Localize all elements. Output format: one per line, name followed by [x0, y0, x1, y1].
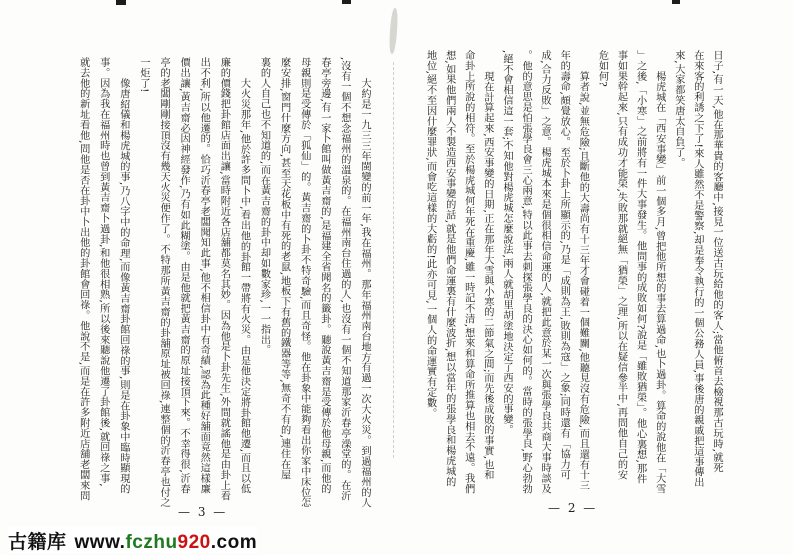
text-column: 現在計算起來,西安事變的日期,正在那年大雪與小寒的二節氣之間;而先後成敗的事實,也和: [481, 71, 493, 481]
text-column: 危如何?: [596, 50, 608, 87]
text-column: 裏的人自己也不知道的,而在黃吉齋的卦中却如數家珍,一一指出。: [258, 57, 270, 356]
text-column: 價出讓,黃吉齋必因神經發作,乃有如此糊塗。由是他就把黃吉齋的原址接頂下來。不幸得很,沂春: [178, 57, 190, 494]
text-column: 像唐紹儀和楊虎城的事,乃八字中的命理,而像黃吉齋卦館回祿的事,則是在卦象中臨時顯現的: [117, 78, 129, 494]
watermark-url-com: .com: [210, 532, 258, 553]
watermark-url-green: fczhu: [125, 532, 178, 553]
text-column: 事如果幹起來,只有成功才能榮,失敗那就絕無「猶榮」之理,所以在疑信參半中,再問他自己的安: [615, 50, 627, 480]
page-3-text-block: [72, 57, 374, 525]
text-column: 楊虎城在「西安事變」前一個多月,曾把他所想的事去算過命,也卜過卦。算命的說他在「大雪: [653, 71, 665, 494]
text-column: 算者說,並無危險;且斷他的大壽尚有十三年才會碰着一個難關,他聽見沒有危險,而且還有十三: [577, 71, 589, 491]
text-column: 命卦上所說的相符。至於楊虎城何年死在重慶,雖一時記不清,想來和算命所推算也相去不遠。我們: [462, 50, 474, 494]
page-2-text-block: [420, 50, 726, 520]
text-column: 想,如果他們兩人不製造西安事變的話,就是他們命運裏有什麼波折,想以當年的張學良和楊虎城的: [443, 50, 455, 487]
text-column: 地位,絕不至因什麼罪狀,而會吃這樣的大虧的!此亦可見,一個人的命運實有定數。: [424, 50, 436, 419]
text-column: ,沒有一個不想念福州的溫泉的。在福州南台住過的人,也沒有一個不知道那家沂春亭澡堂的。在沂: [338, 57, 350, 501]
watermark-site-name: 古籍库: [8, 532, 67, 553]
text-column: 亭的老闆剛剛接頂沒有幾天火災便作了。不特那所黃吉齋的卦舖原址被回祿,連整個的沂春亭也付之: [158, 57, 170, 508]
watermark: [8, 527, 257, 553]
text-column: 。他的意思是怕張學良會三心兩意,特以此事去刺探張學良的決心如何的。當時的張學良,野心勃勃: [520, 50, 532, 494]
text-column: 事。因為我在福州時也曾到黃吉齋卜過卦,和他很相熟,所以後來聽說他遷了卦館後,就回祿之事,: [97, 57, 109, 487]
watermark-url-red: 920: [177, 532, 211, 553]
text-column: 母親則是受傳於「狐仙」的。黃吉齋的卜卦不特奇驗,而且奇怪。他在卦象中能夠看出你家中床位怎: [298, 57, 310, 508]
page-3-number: — 3 —: [178, 505, 228, 519]
scan-artifact-speck: [342, 0, 351, 4]
text-column: 成,合力反敗」之意。楊虎城本來是個很相信命運的人,就把此意於某一次與張學良共商大事時談及: [539, 50, 551, 494]
text-column: 廉的價錢把卦館店面出讓,當時附近各店舖都莫名其妙。因為他是卜卦先生,外間就謠他是由卦上看: [218, 57, 230, 501]
scan-artifact-speck: [116, 0, 126, 5]
text-column: 年的壽命,頗覺放心。至於卜卦上所顯示的,乃是「成則為王,敗則為寇」之象;同時還有「協力可: [558, 50, 570, 480]
text-column: 麼安排,窗門什麼方向,甚至天花板中有死的老鼠,地板下有舊的鐵器等等,無奇不有的,連住在屋: [278, 57, 290, 480]
watermark-url-www: www.: [74, 532, 126, 553]
text-column: 出不利,所以他遷的。恰巧沂春亭老闆聞知此事,他不相信卦中有奇績,認為此種好舖面竟然這樣廉: [198, 57, 210, 494]
page-gutter-line: [393, 62, 394, 458]
page-2-number: — 2 —: [548, 501, 598, 515]
scan-artifact-speck: [672, 0, 680, 4]
text-column: 春亭旁邊,有一家卜館叫做黃吉齋的,是福建全省聞名的籤卦。聽說黃吉齋是受傳於他母親,而他的: [318, 57, 330, 494]
text-column: 來,大家都笑唐太自負了。: [672, 50, 684, 168]
text-column: 日子,有一天,他在那華貴的客廳中,接見一位送古玩給他的客人;當他俯首去檢視那古玩時,就死: [711, 50, 722, 473]
text-column: 一炬了!: [137, 57, 149, 93]
text-column: 大火災那年,他於許多問卜中,看出他的卦館一帶將有火災。由是他決定將卦館他遷,而且以低: [238, 78, 250, 494]
text-column: 」之後,「小寒」之前將有一件大事發生。他問事的成敗如何?說是「雖敗猶榮」。他心裏想,那件: [634, 50, 646, 484]
text-column: 在來客的利誘之下了!來人雖然不是警察,却是奉令執行的一個公務人員,事後唐的親戚把這事傳出: [691, 50, 703, 488]
text-column: ,絕不會相信這一套;不知他對楊虎城怎麼說法,兩人就胡里胡塗地決定了西安的事變。: [500, 50, 512, 435]
text-column: 大約是一九三三年閩變的前一年,我在福州。那年福州南台地方有過一次大火災。到過福州的人: [359, 78, 370, 508]
text-column: 就去他的新址看他,問他是否在卦中卜出他的卦館會回祿。他說不是,而是在許多附近店舖老闆來問: [77, 57, 89, 501]
scan-artifact-smudge: [388, 8, 398, 54]
